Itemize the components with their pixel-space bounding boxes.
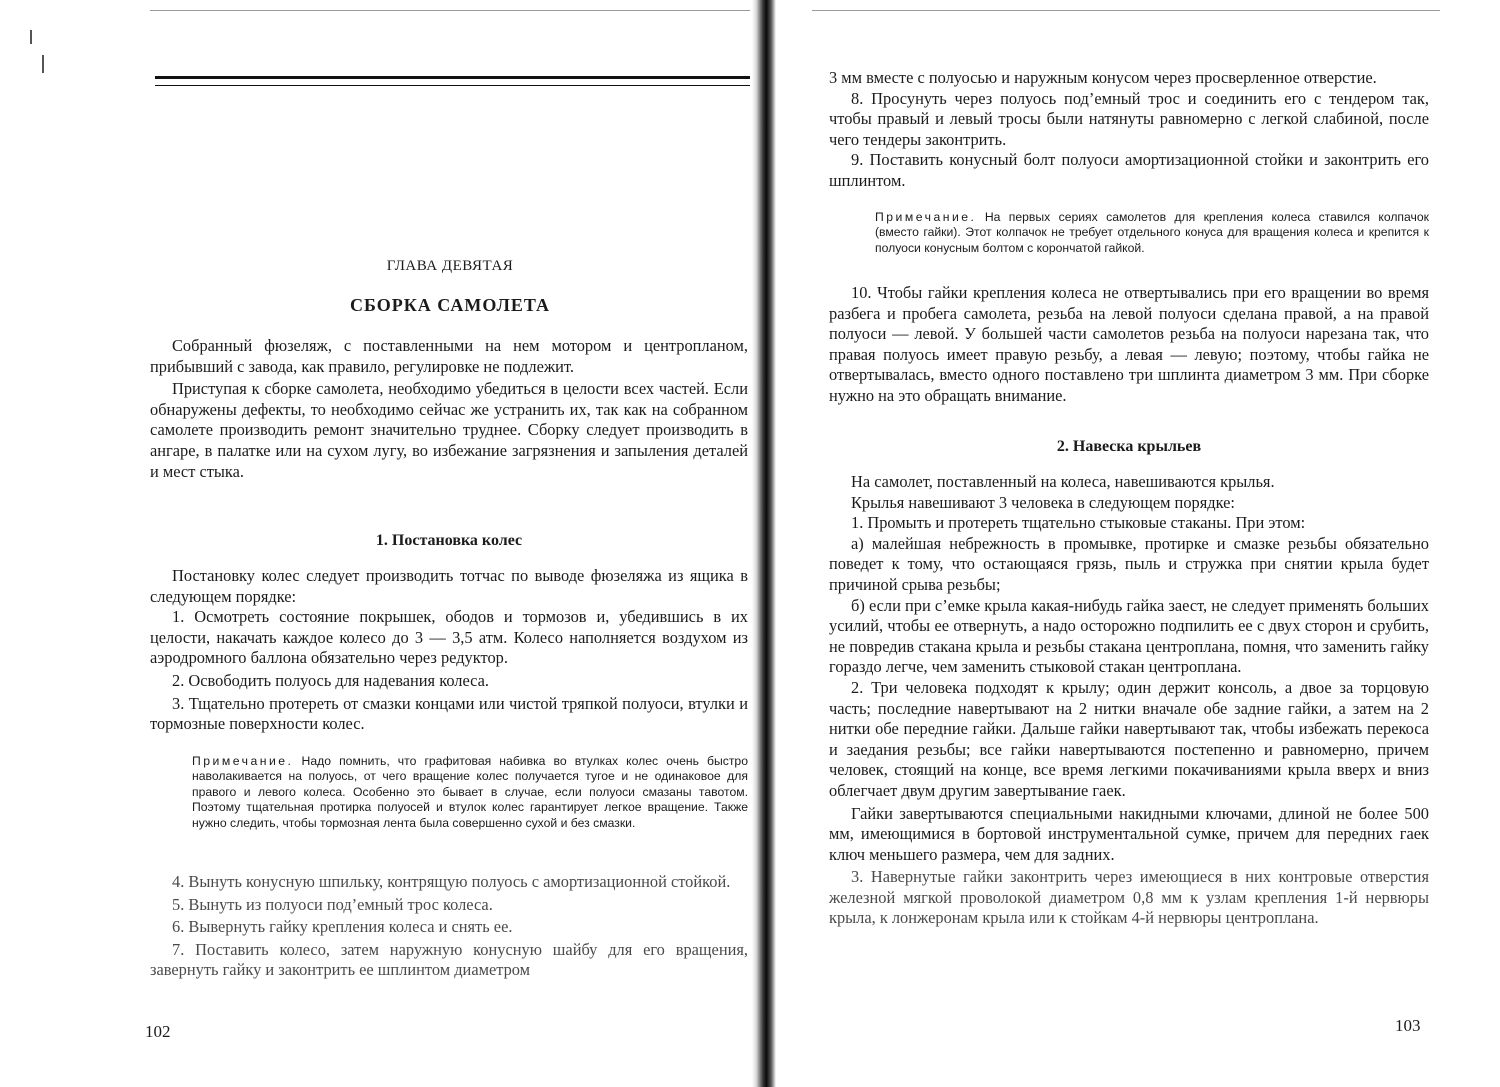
section-title-wings: 2. Навеска крыльев	[1056, 438, 1202, 455]
paragraph: 2. Освободить полуось для надевания колеса.	[172, 670, 490, 690]
note-cap	[875, 210, 1429, 256]
note-text: На первых сериях самолетов для крепления колеса ставился колпачок (вместо гайки). Этот колпачок не требует отдельного конуса для вращения колеса и крепится к полуоси конусным болтом с корончатой гайкой.	[875, 210, 1430, 255]
right-page	[775, 0, 1500, 1087]
paragraph: 8. Просунуть через полуось под’емный трос и соединить его с тендером так, чтобы правый и левый тросы были натянуты равномерно с легкой слабиной, после чего тендеры законтрить.	[829, 88, 1429, 149]
paragraph: Постановку колес следует производить тотчас по выводе фюзеляжа из ящика в следующем порядке:	[150, 566, 748, 606]
paragraph: 4. Вынуть конусную шпильку, контрящую полуось с амортизационной стойкой.	[172, 872, 731, 891]
intro-text	[150, 336, 748, 482]
section-title-wheels: 1. Постановка колес	[375, 532, 523, 549]
paragraph: Крылья навешивают 3 человека в следующем порядке:	[851, 492, 1235, 512]
chapter-title: СБОРКА САМОЛЕТА	[349, 295, 551, 315]
note-graphite	[192, 754, 748, 831]
paragraph: 1. Промыть и протереть тщательно стыковые стаканы. При этом:	[851, 513, 1306, 533]
paragraph: 5. Вынуть из полуоси под’емный трос колеса.	[172, 894, 493, 914]
paragraph: Приступая к сборке самолета, необходимо убедиться в целости всех частей. Если обнаружены дефекты, то необходимо сейчас же устранить их, так как на собранном самолете производить ремонт значительно труднее. Сборку следует производить в ангаре, в палатке или на сухом лугу, во избежание загрязнения и запыления деталей и мест стыка.	[150, 379, 748, 481]
paragraph: 6. Вывернуть гайку крепления колеса и снять ее.	[172, 917, 513, 937]
section-wheels-text	[150, 566, 748, 735]
note-lead: Примечание.	[875, 210, 977, 224]
continuation-text	[829, 68, 1429, 192]
paragraph: 1. Осмотреть состояние покрышек, ободов и тормозов и, убедившись в их целости, накачать каждое колесо до 3 — 3,5 атм. Колесо наполняется воздухом из аэродромного баллона обязательно через редуктор.	[150, 607, 748, 668]
paragraph: Гайки завертываются специальными накидными ключами, длиной не более 500 мм, имеющимися в бортовой инструментальной сумке, причем для передних гаек ключ меньшего размера, чем для задних.	[829, 803, 1429, 864]
paragraph: 7. Поставить колесо, затем наружную конусную шайбу для его вращения, завернуть гайку и законтрить ее шплинтом диаметром	[150, 939, 748, 980]
paragraph: 2. Три человека подходят к крылу; один держит консоль, а двое за торцовую часть; последние навертывают на 2 нитки вначале обе задние гайки, а затем на 2 нитки обе передние гайки. Дальше гайки навертывают так, чтобы избежать перекоса и заедания резьбы; все гайки навертываются постепенно и равномерно, причем человек, стоящий на конце, все время легкими покачиваниями крыла вверх и вниз облегчает двум другим завертывание гаек.	[829, 677, 1429, 800]
note-lead: Примечание.	[192, 754, 294, 768]
paragraph: 9. Поставить конусный болт полуоси амортизационной стойки и законтрить его шплинтом.	[829, 150, 1429, 190]
chapter-label: ГЛАВА ДЕВЯТАЯ	[386, 258, 514, 274]
page-number-left: 102	[145, 1022, 171, 1041]
paragraph: На самолет, поставленный на колеса, навешиваются крылья.	[851, 472, 1275, 491]
paragraph: б) если при с’емке крыла какая-нибудь гайка заест, не следует применять больших усилий, чтобы ее отвернуть, а надо осторожно подпилить ее с двух сторон и срубить, не повредив стакана крыла и резьбы стакана центроплана, помня, что заменить гайку гораздо легче, чем заменить стыковой стакан центроплана.	[829, 595, 1429, 677]
header-double-rule	[155, 76, 750, 86]
note-text: Надо помнить, что графитовая набивка во втулках колес очень быстро наволакивается на полуось, от чего вращение колес получается тугое и не одинаковое для правого и левого колеса. Особенно это бывает в случае, если полуоси смазаны тавотом. Поэтому тщательная протирка полуосей и втулок колес гарантирует легкое вращение. Также нужно следить, чтобы тормозная лента была совершенно сухой и без смазки.	[192, 754, 748, 830]
page-number-right: 103	[1395, 1016, 1421, 1035]
paragraph: 3 мм вместе с полуосью и наружным конусом через просверленное отверстие.	[829, 68, 1377, 87]
section-wings-text	[829, 472, 1429, 929]
paragraph: а) малейшая небрежность в промывке, протирке и смазке резьбы обязательно поведет к тому, что остающаяся грязь, пыль и стружка при снятии крыла будет причиной срыва резьбы;	[829, 533, 1429, 594]
paragraph: 10. Чтобы гайки крепления колеса не отвертывались при его вращении во время разбега и пробега самолета, резьба на левой полуоси сделана правой, а на правой полуоси — левой. У большей части самолетов резьба на полуоси нарезана так, что правая полуось имеет правую резьбу, а левая — левую; поэтому, чтобы гайка не отвертывалась, вместо одного поставлено три шплинта диаметром 3 мм. При сборке нужно на это обращать внимание.	[829, 283, 1429, 405]
paragraph: 3. Навернутые гайки законтрить через имеющиеся в них контровые отверстия железной мягкой проволокой диаметром 0,8 мм к узлам крепления 1-й нервюры крыла, к лонжеронам крыла или к стойкам 4-й нервюры центроплана.	[829, 867, 1429, 928]
paragraph: Собранный фюзеляж, с поставленными на нем мотором и центропланом, прибывший с завода, как правило, регулировке не подлежит.	[150, 336, 748, 376]
steps-after-note	[150, 872, 748, 981]
step-10-text	[829, 283, 1429, 407]
paragraph: 3. Тщательно протереть от смазки концами или чистой тряпкой полуоси, втулки и тормозные поверхности колес.	[150, 693, 748, 734]
